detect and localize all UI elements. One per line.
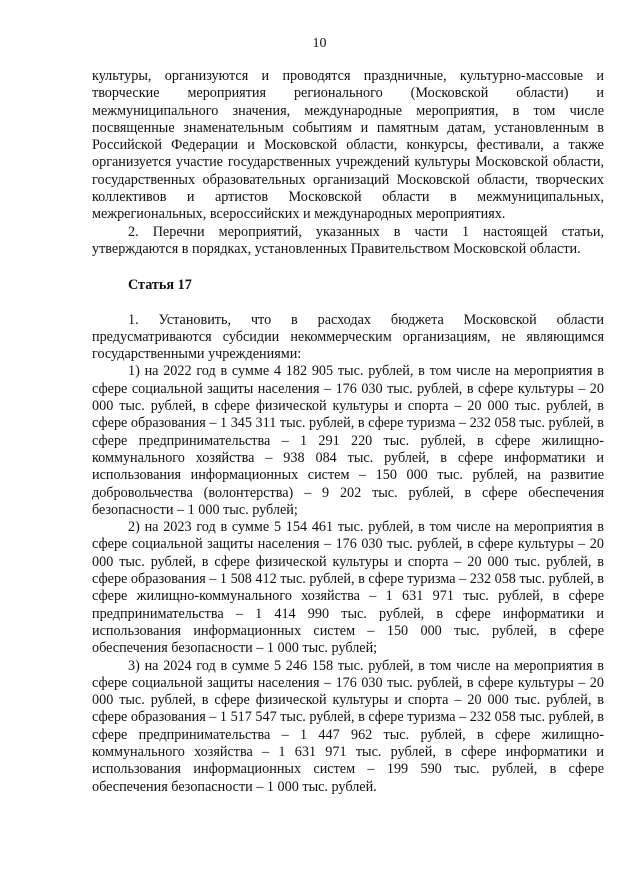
spacer — [92, 258, 604, 277]
document-body — [92, 68, 604, 796]
spacer — [92, 295, 604, 312]
list-item-2022: 1) на 2022 год в сумме 4 182 905 тыс. рублей, в том числе на мероприятия в сфере социальной защиты населения – 176 030 тыс. рублей, в сфере культуры – 20 000 тыс. рублей, в сфере физической культуры и спорта – 20 000 тыс. рублей, в сфере образования – 1 345 311 тыс. рублей, в сфере туризма – 232 058 тыс. рублей, в сфере предпринимательства – 1 291 220 тыс. рублей, в сфере жилищно-коммунального хозяйства – 938 084 тыс. рублей, в сфере информатики и использования информационных систем – 150 000 тыс. рублей, на развитие добровольчества (волонтерства) – 9 202 тыс. рублей, в сфере обеспечения безопасности – 1 000 тыс. рублей; — [92, 363, 604, 518]
list-item-2023: 2) на 2023 год в сумме 5 154 461 тыс. рублей, в том числе на мероприятия в сфере социальной защиты населения – 176 030 тыс. рублей, в сфере культуры – 20 000 тыс. рублей, в сфере физической культуры и спорта – 20 000 тыс. рублей, в сфере образования – 1 508 412 тыс. рублей, в сфере туризма – 232 058 тыс. рублей, в сфере жилищно-коммунального хозяйства – 1 631 971 тыс. рублей, в сфере предпринимательства – 1 414 990 тыс. рублей, в сфере информатики и использования информационных систем – 150 000 тыс. рублей, в сфере обеспечения безопасности – 1 000 тыс. рублей; — [92, 519, 605, 657]
page-number: 10 — [312, 36, 327, 51]
article-intro: 1. Установить, что в расходах бюджета Московской области предусматриваются субсидии некоммерческим организациям, не являющимся государственными учреждениями: — [92, 311, 604, 363]
list-item-2024: 3) на 2024 год в сумме 5 246 158 тыс. рублей, в том числе на мероприятия в сфере социальной защиты населения – 176 030 тыс. рублей, в сфере культуры – 20 000 тыс. рублей, в сфере физической культуры и спорта – 20 000 тыс. рублей, в сфере образования – 1 517 547 тыс. рублей, в сфере туризма – 232 058 тыс. рублей, в сфере предпринимательства – 1 447 962 тыс. рублей, в сфере жилищно-коммунального хозяйства – 1 631 971 тыс. рублей, в сфере информатики и использования информационных систем – 199 590 тыс. рублей, в сфере обеспечения безопасности – 1 000 тыс. рублей. — [92, 657, 605, 795]
paragraph-continuation: культуры, организуются и проводятся праздничные, культурно-массовые и творческие мероприятия регионального (Московской области) и межмуниципального значения, международные мероприятия, в том числе посвященные знаменательным событиям и памятным датам, установленным в Российской Федерации и Московской области, конкурсы, фестивали, а также организуется участие государственных учреждений культуры Московской области, государственных образовательных организаций Московской области, творческих коллективов и артистов Московской области в межмуниципальных, межрегиональных, всероссийских и международных мероприятиях. — [92, 68, 604, 223]
paragraph-part-2: 2. Перечни мероприятий, указанных в части 1 настоящей статьи, утверждаются в порядках, установленных Правительством Московской области. — [92, 223, 604, 257]
article-heading: Статья 17 — [128, 277, 192, 294]
